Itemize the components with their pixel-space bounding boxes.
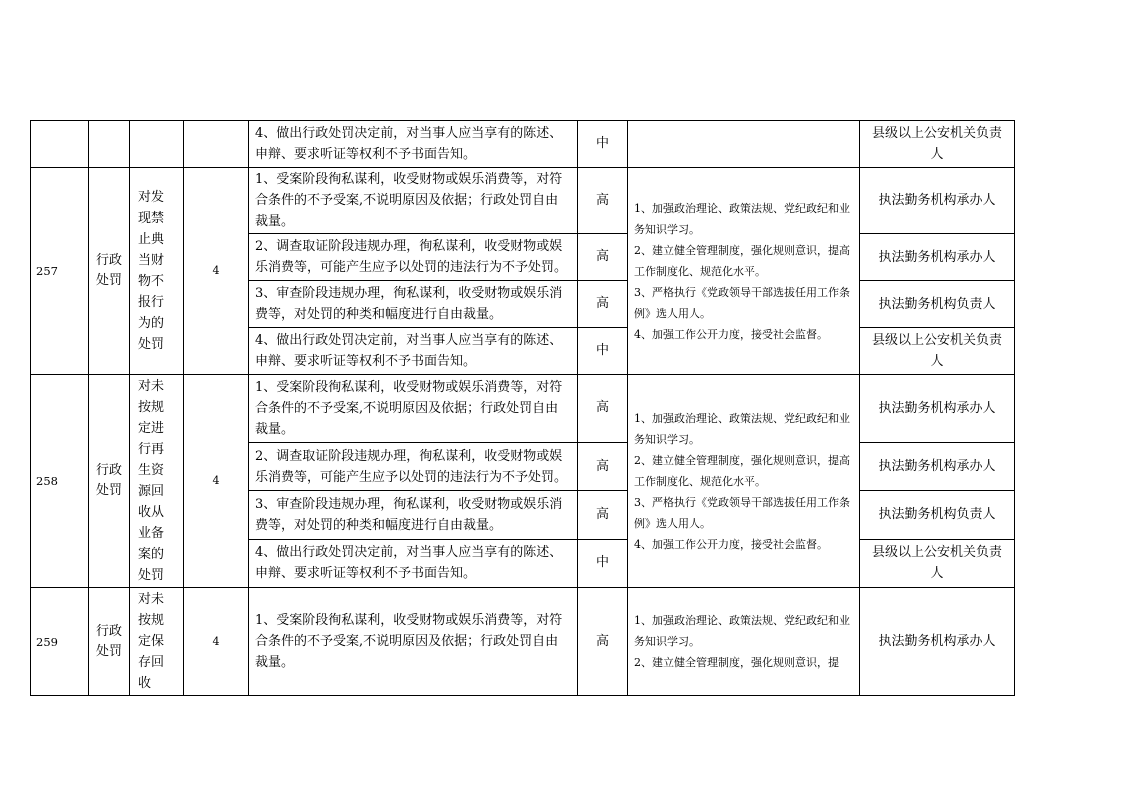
risk-description: 4、做出行政处罚决定前，对当事人应当享有的陈述、申辩、要求听证等权利不予书面告知。	[249, 328, 578, 375]
item-category: 行政处罚	[89, 375, 130, 588]
item-category: 行政处罚	[89, 168, 130, 375]
empty-cell	[31, 121, 89, 168]
responsible-person: 执法勤务机构承办人	[860, 168, 1015, 234]
item-name: 对发现禁止典当财物不报行为的处罚	[130, 168, 184, 375]
risk-level: 中	[578, 328, 628, 375]
table-row	[31, 588, 1015, 696]
responsible-person: 执法勤务机构承办人	[860, 442, 1015, 490]
risk-description: 3、审查阶段违规办理，徇私谋利，收受财物或娱乐消费等，对处罚的种类和幅度进行自由裁量。	[249, 281, 578, 328]
risk-level: 中	[578, 539, 628, 587]
responsible-person: 执法勤务机构负责人	[860, 281, 1015, 328]
risk-description: 1、受案阶段徇私谋利，收受财物或娱乐消费等，对符合条件的不予受案,不说明原因及依据；行政处罚自由裁量。	[249, 168, 578, 234]
measure-item: 4、加强工作公开力度，接受社会监督。	[634, 327, 828, 341]
responsible-person: 执法勤务机构承办人	[860, 234, 1015, 281]
risk-description: 1、受案阶段徇私谋利，收受财物或娱乐消费等，对符合条件的不予受案,不说明原因及依据；行政处罚自由裁量。	[249, 375, 578, 443]
risk-description: 1、受案阶段徇私谋利，收受财物或娱乐消费等，对符合条件的不予受案,不说明原因及依据；行政处罚自由裁量。	[249, 588, 578, 696]
responsible-person: 县级以上公安机关负责人	[860, 328, 1015, 375]
responsible-person: 县级以上公安机关负责人	[860, 121, 1015, 168]
risk-level: 高	[578, 234, 628, 281]
empty-cell	[130, 121, 184, 168]
risk-description: 2、调查取证阶段违规办理，徇私谋利，收受财物或娱乐消费等，可能产生应予以处罚的违法行为不予处罚。	[249, 442, 578, 490]
measure-item: 2、建立健全管理制度，强化规则意识，提高工作制度化、规范化水平。	[634, 243, 850, 278]
measure-item: 3、严格执行《党政领导干部选拔任用工作条例》选人用人。	[634, 495, 850, 530]
item-number: 259	[31, 588, 89, 696]
risk-description: 2、调查取证阶段违规办理，徇私谋利，收受财物或娱乐消费等，可能产生应予以处罚的违法行为不予处罚。	[249, 234, 578, 281]
risk-level: 高	[578, 442, 628, 490]
empty-cell	[628, 121, 860, 168]
table-row	[31, 375, 1015, 443]
prevention-measures	[628, 168, 860, 375]
risk-description: 4、做出行政处罚决定前，对当事人应当享有的陈述、申辩、要求听证等权利不予书面告知。	[249, 121, 578, 168]
measure-item: 4、加强工作公开力度，接受社会监督。	[634, 537, 828, 551]
item-name: 对未按规定进行再生资源回收从业备案的处罚	[130, 375, 184, 588]
table-row	[31, 168, 1015, 234]
empty-cell	[89, 121, 130, 168]
responsible-person: 执法勤务机构负责人	[860, 491, 1015, 539]
risk-description: 4、做出行政处罚决定前，对当事人应当享有的陈述、申辩、要求听证等权利不予书面告知。	[249, 539, 578, 587]
prevention-measures	[628, 588, 860, 696]
risk-level: 高	[578, 281, 628, 328]
measure-item: 3、严格执行《党政领导干部选拔任用工作条例》选人用人。	[634, 285, 850, 320]
risk-table	[30, 120, 1015, 696]
risk-description: 3、审查阶段违规办理，徇私谋利，收受财物或娱乐消费等，对处罚的种类和幅度进行自由裁量。	[249, 491, 578, 539]
responsible-person: 执法勤务机构承办人	[860, 588, 1015, 696]
item-name: 对未按规定保存回收	[130, 588, 184, 696]
risk-level: 高	[578, 491, 628, 539]
risk-count: 4	[184, 168, 249, 375]
empty-cell	[184, 121, 249, 168]
prevention-measures	[628, 375, 860, 588]
measure-item: 1、加强政治理论、政策法规、党纪政纪和业务知识学习。	[634, 411, 850, 446]
risk-level: 高	[578, 168, 628, 234]
measure-item: 2、建立健全管理制度，强化规则意识，提高工作制度化、规范化水平。	[634, 453, 850, 488]
risk-level: 高	[578, 375, 628, 443]
table-row	[31, 121, 1015, 168]
risk-count: 4	[184, 375, 249, 588]
measure-item: 1、加强政治理论、政策法规、党纪政纪和业务知识学习。	[634, 201, 850, 236]
item-number: 258	[31, 375, 89, 588]
item-category: 行政处罚	[89, 588, 130, 696]
measure-item: 1、加强政治理论、政策法规、党纪政纪和业务知识学习。	[634, 614, 850, 648]
risk-level: 中	[578, 121, 628, 168]
responsible-person: 县级以上公安机关负责人	[860, 539, 1015, 587]
responsible-person: 执法勤务机构承办人	[860, 375, 1015, 443]
risk-level: 高	[578, 588, 628, 696]
item-number: 257	[31, 168, 89, 375]
measure-item: 2、建立健全管理制度，强化规则意识，提	[634, 656, 839, 669]
risk-count: 4	[184, 588, 249, 696]
